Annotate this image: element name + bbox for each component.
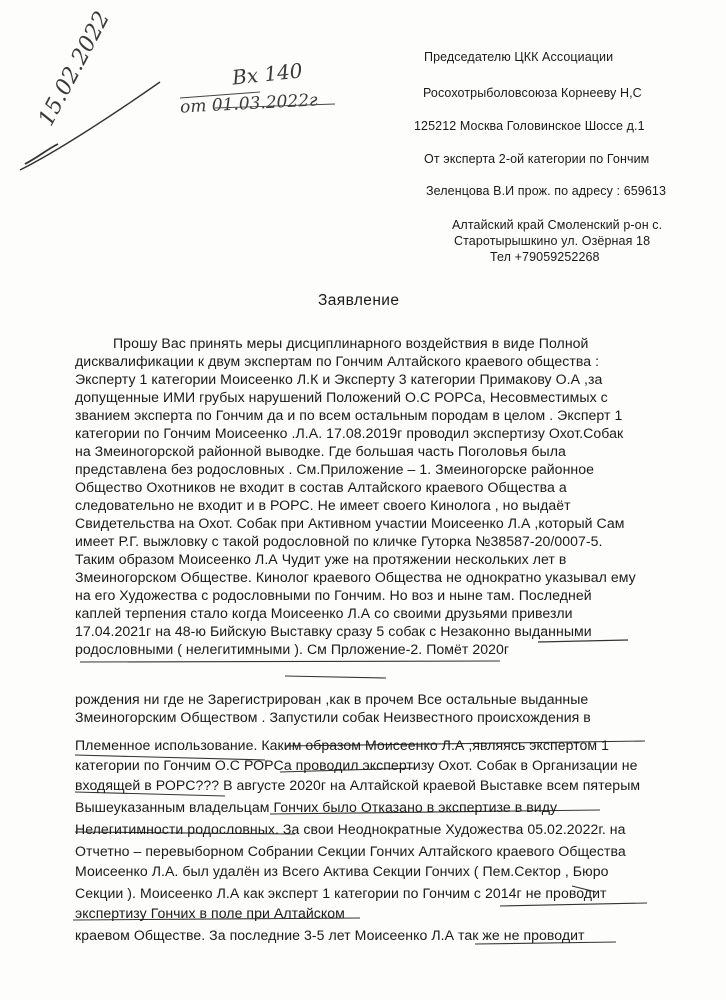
body-line: на его Художества с родословными по Гончим. Но воз и ныне там. Последней bbox=[75, 587, 592, 603]
body-line: званием эксперта по Гончим да и по всем остальным породам в целом . Эксперт 1 bbox=[75, 407, 623, 423]
document-title: Заявление bbox=[318, 292, 400, 309]
vertical-date-stamp: 15.02.2022 bbox=[33, 7, 116, 131]
body-line: экспертизу Гончих в поле при Алтайском bbox=[75, 905, 345, 921]
incoming-number-stamp: Вх 140 bbox=[230, 58, 304, 90]
body-line: Змеиногорским Обществом . Запустили собак Неизвестного происхождения в bbox=[75, 709, 591, 725]
body-line: Моисеенко Л.А. был удалён из Всего Актива Секции Гончих ( Пем.Сектор , Бюро bbox=[75, 863, 609, 879]
underline-mark bbox=[538, 640, 628, 642]
underline-mark bbox=[500, 903, 647, 906]
body-line: Вышеуказанным владельцам Гончих было Отказано в экспертизе в виду bbox=[75, 799, 558, 815]
header-line-recipient-address: 125212 Москва Головинское Шоссе д.1 bbox=[414, 119, 645, 133]
header-line-sender-name: Зеленцова В.И прож. по адресу : 659613 bbox=[426, 184, 667, 198]
header-line-sender-phone: Тел +79059252268 bbox=[490, 250, 600, 264]
stamp-stroke-mark bbox=[20, 82, 160, 170]
body-line: Свидетельства на Охот. Собак при Активном участии Моисеенко Л.А ,который Сам bbox=[75, 515, 625, 531]
header-line-sender: От эксперта 2-ой категории по Гончим bbox=[424, 152, 650, 166]
body-line: Племенное использование. Каким образом Моисеенко Л.А ,являясь экспертом 1 bbox=[75, 737, 609, 753]
body-line: Змеиногорском Обществе. Кинолог краевого Общества не однократно указывал ему bbox=[75, 569, 636, 585]
body-line: имеет Р.Г. выжловку с такой родословной по кличке Гуторка №38587-20/0007-5. bbox=[75, 533, 603, 549]
header-line-sender-region: Алтайский край Смоленский р-он с. bbox=[452, 218, 663, 232]
body-line: категории по Гончим О.С РОРСа проводил экспертизу Охот. Собак в Организации не bbox=[75, 757, 638, 773]
body-line: Секции ). Моисеенко Л.А как эксперт 1 категории по Гончим с 2014г не проводит bbox=[75, 885, 607, 901]
underline-mark bbox=[80, 661, 500, 662]
body-line: Таким образом Моисеенко Л.А Чудит уже на протяжении нескольких лет в bbox=[75, 551, 567, 567]
body-line: Отчетно – перевыборном Собрании Секции Гончих Алтайского краевого Общества bbox=[75, 843, 626, 859]
body-line: 17.04.2021г на 48-ю Бийскую Выставку сразу 5 собак с Незаконно выданными bbox=[75, 623, 592, 639]
body-line: представлена без родословных . См.Приложение – 1. Змеиногорске районное bbox=[75, 461, 595, 477]
body-line: Эксперту 1 категории Моисеенко Л.К и Эксперту 3 категории Примакову О.А ,за bbox=[75, 371, 603, 387]
header-line-recipient-title: Председателю ЦКК Ассоциации bbox=[424, 50, 614, 64]
body-line: Общество Охотников не входит в состав Алтайского краевого Общества а bbox=[75, 479, 567, 495]
body-line: краевом Обществе. За последние 3-5 лет Моисеенко Л.А так же не проводит bbox=[75, 927, 585, 943]
body-line: рождения ни где не Зарегистрирован ,как в прочем Все остальные выданные bbox=[75, 691, 589, 707]
body-line: категории по Гончим Моисеенко .Л.А. 17.08.2019г проводил экспертизу Охот.Собак bbox=[75, 425, 624, 441]
body-line: входящей в РОРС??? В августе 2020г на Алтайской краевой Выставке всем пятерым bbox=[75, 777, 641, 793]
body-line: следовательно не входит и в РОРС. Не имеет своего Кинолога , но выдаёт bbox=[75, 497, 571, 513]
body-line: дисквалификации к двум экспертам по Гончим Алтайского краевого общества : bbox=[75, 353, 600, 369]
body-line: родословными ( нелегитимными ). См Прложение-2. Помёт 2020г bbox=[75, 641, 510, 657]
body-line: каплей терпения стало когда Моисеенко Л.А со своими друзьями привезли bbox=[75, 605, 573, 621]
body-line: Прошу Вас принять меры дисциплинарного воздействия в виде Полной bbox=[113, 335, 589, 351]
body-line: Нелегитимности родословных. За свои Неоднократные Художества 05.02.2022г. на bbox=[75, 821, 626, 837]
underline-mark bbox=[285, 676, 386, 678]
incoming-date-stamp: от 01.03.2022г bbox=[179, 90, 319, 118]
body-line: допущенные ИМИ грубых нарушений Положений О.С РОРСа, Несовместимых с bbox=[75, 389, 608, 405]
body-line: на Змеиногорской районной выводке. Где большая часть Поголовья была bbox=[75, 443, 566, 459]
header-line-sender-street: Старотырышкино ул. Озёрная 18 bbox=[454, 234, 651, 248]
header-line-recipient-name: Росохотрыболовсоюза Корнееву Н,С bbox=[423, 86, 642, 100]
stamp-scribble-mark bbox=[25, 144, 58, 164]
